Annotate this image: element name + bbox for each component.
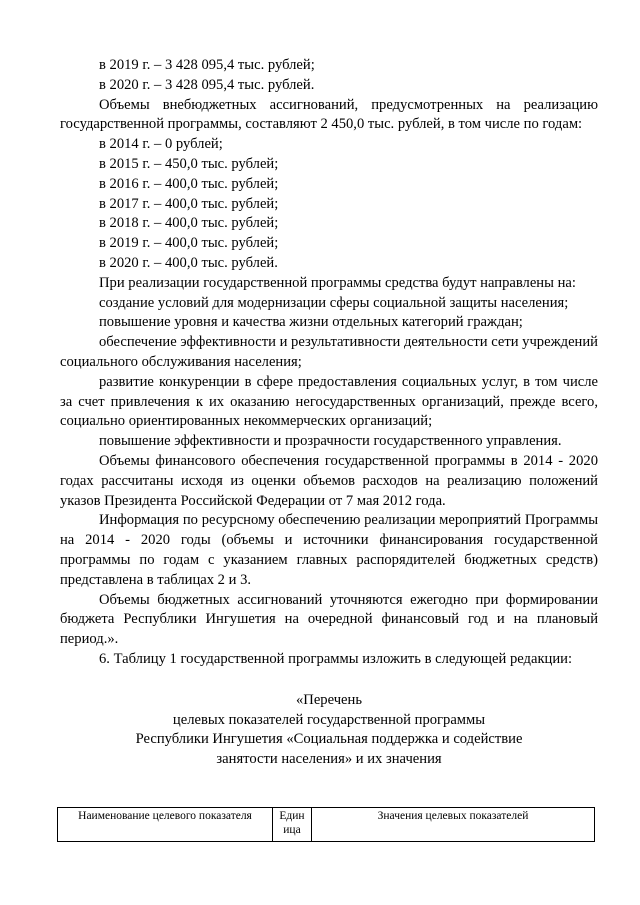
blank-line <box>60 670 598 691</box>
paragraph: в 2019 г. – 400,0 тыс. рублей; <box>99 235 279 252</box>
paragraph: обеспечение эффективности и результативности деятельности сети учреждений социального обслуживания населения; <box>60 334 598 370</box>
paragraph: в 2014 г. – 0 рублей; <box>99 136 223 153</box>
paragraph: Объемы внебюджетных ассигнований, предусмотренных на реализацию государственной программы, составляют 2 450,0 тыс. рублей, в том числе по годам: <box>60 96 598 133</box>
paragraph: Информация по ресурсному обеспечению реализации мероприятий Программы на 2014 - 2020 годы (объемы и источники финансирования государственной программы по годам с указанием главных распорядителей бюджетных средств) представлена в таблицах 2 и 3. <box>60 512 598 588</box>
paragraph: в 2017 г. – 400,0 тыс. рублей; <box>99 195 279 212</box>
paragraph: создание условий для модернизации сферы социальной защиты населения; <box>99 294 569 311</box>
paragraph: развитие конкуренции в сфере предоставления социальных услуг, в том числе за счет привлечения к их оказанию негосударственных организаций, прежде всего, социально ориентированных некоммерческих организаций; <box>60 373 598 430</box>
paragraph: в 2020 г. – 3 428 095,4 тыс. рублей. <box>99 76 315 93</box>
table-heading-line: Республики Ингушетия «Социальная поддержка и содействие <box>135 731 523 748</box>
header-indicator-name: Наименование целевого показателя <box>58 808 273 842</box>
paragraph: повышение эффективности и прозрачности государственного управления. <box>99 433 562 450</box>
paragraph: в 2016 г. – 400,0 тыс. рублей; <box>99 175 279 192</box>
table-heading-line: «Перечень <box>295 691 362 708</box>
table-header-row <box>58 808 595 842</box>
paragraph: Объемы финансового обеспечения государственной программы в 2014 - 2020 годах рассчитаны исходя из оценки объемов расходов на реализацию положений указов Президента Российской Федерации от 7 мая 2012 года. <box>60 452 598 509</box>
paragraph: в 2015 г. – 450,0 тыс. рублей; <box>99 155 279 172</box>
document-body <box>60 56 598 770</box>
table-heading-line: целевых показателей государственной программы <box>172 711 486 728</box>
paragraph: в 2020 г. – 400,0 тыс. рублей. <box>99 254 278 271</box>
header-indicator-values: Значения целевых показателей <box>312 808 595 842</box>
table-heading <box>69 691 589 770</box>
paragraph: повышение уровня и качества жизни отдельных категорий граждан; <box>99 314 523 331</box>
paragraph: При реализации государственной программы средства будут направлены на: <box>99 274 576 291</box>
paragraph: в 2019 г. – 3 428 095,4 тыс. рублей; <box>99 57 315 73</box>
paragraph: в 2018 г. – 400,0 тыс. рублей; <box>99 215 279 232</box>
table-heading-line: занятости населения» и их значения <box>216 751 442 768</box>
paragraph: Объемы бюджетных ассигнований уточняются ежегодно при формировании бюджета Республики Ингушетия на очередной финансовый год и на плановый период.». <box>60 591 598 648</box>
header-unit: Един ица <box>273 808 312 842</box>
target-indicators-table <box>57 807 595 842</box>
paragraph: 6. Таблицу 1 государственной программы изложить в следующей редакции: <box>99 650 573 667</box>
